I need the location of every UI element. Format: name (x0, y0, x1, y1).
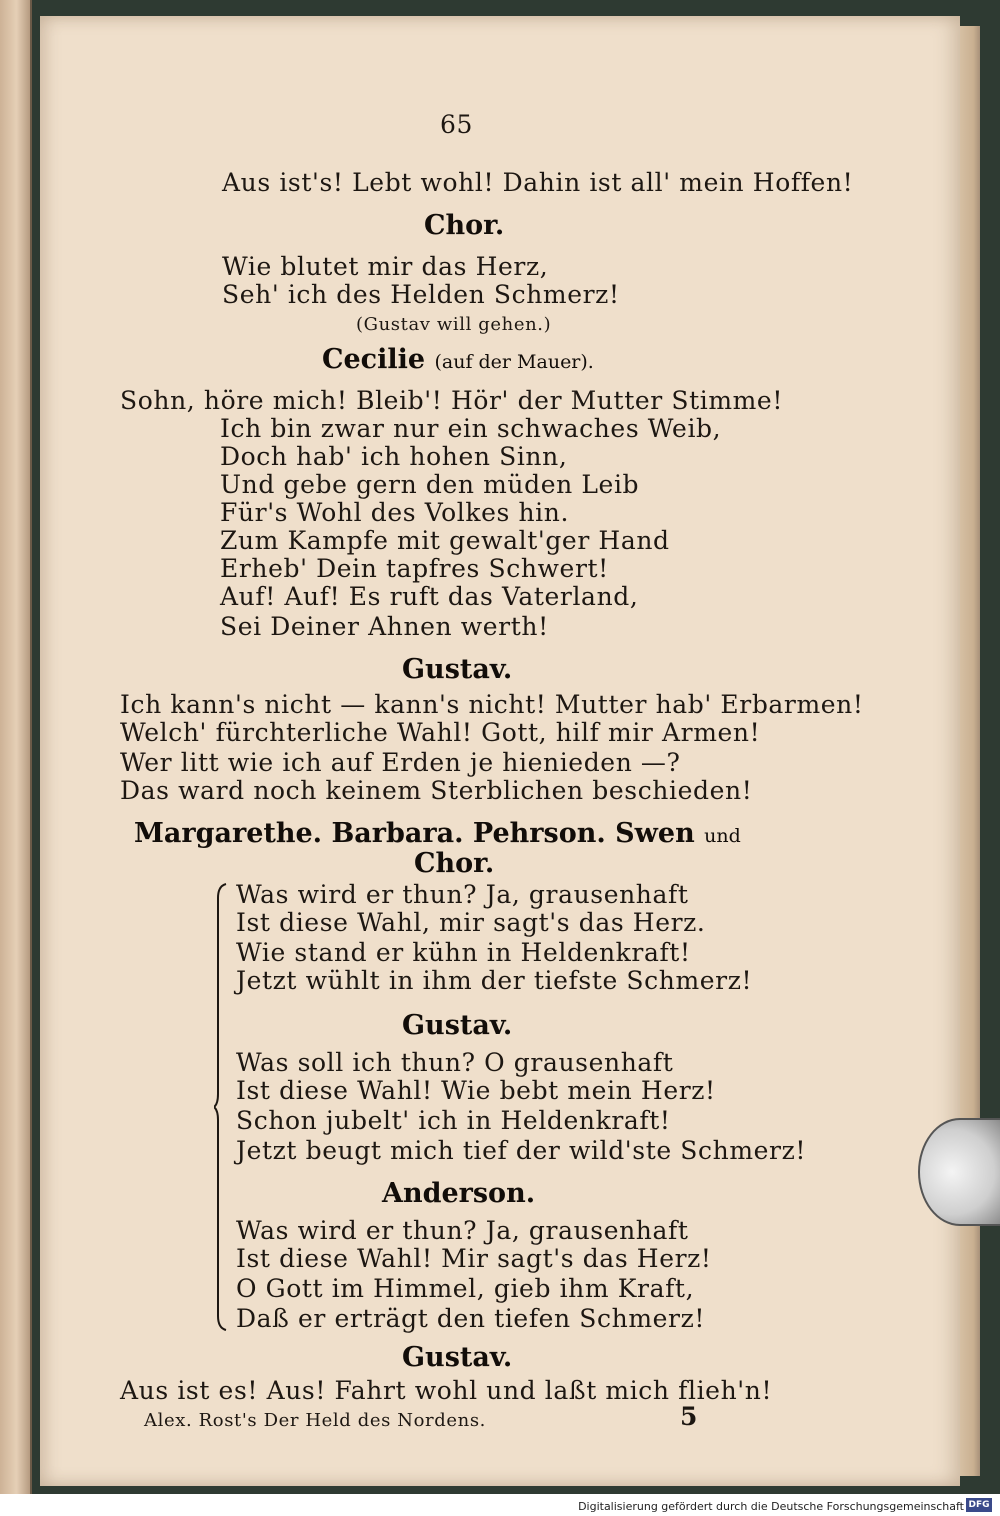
left-page-edge (0, 0, 32, 1494)
speaker-heading-gustav: Gustav. (402, 1010, 513, 1041)
verse-line: Welch' fürchterliche Wahl! Gott, hilf mir Armen! (120, 718, 761, 747)
verse-line: Aus ist es! Aus! Fahrt wohl und laßt mich flieh'n! (120, 1376, 773, 1405)
verse-line: Erheb' Dein tapfres Schwert! (220, 554, 609, 583)
curly-brace (214, 882, 228, 1332)
verse-line: Jetzt beugt mich tief der wild'ste Schmerz! (236, 1136, 806, 1165)
verse-line: Ist diese Wahl! Mir sagt's das Herz! (236, 1244, 712, 1273)
footer-credit: Digitalisierung gefördert durch die Deutsche Forschungsgemeinschaft (578, 1500, 964, 1513)
speaker-heading-chor: Chor. (424, 210, 505, 241)
verse-line: Was soll ich thun? O grausenhaft (236, 1048, 674, 1077)
verse-line: Für's Wohl des Volkes hin. (220, 498, 569, 527)
verse-line: Was wird er thun? Ja, grausenhaft (236, 880, 689, 909)
speaker-note: (auf der Mauer). (434, 351, 594, 373)
speaker-name: Cecilie (322, 344, 426, 375)
verse-line: Seh' ich des Helden Schmerz! (222, 280, 620, 309)
verse-line: Sei Deiner Ahnen werth! (220, 612, 549, 641)
verse-line: Ich kann's nicht — kann's nicht! Mutter hab' Erbarmen! (120, 690, 864, 719)
verse-line: Jetzt wühlt in ihm der tiefste Schmerz! (236, 966, 753, 995)
verse-line: O Gott im Himmel, gieb ihm Kraft, (236, 1274, 695, 1303)
verse-line: Schon jubelt' ich in Heldenkraft! (236, 1106, 671, 1135)
verse-line: Aus ist's! Lebt wohl! Dahin ist all' mein Hoffen! (222, 168, 854, 197)
thumb-tab (918, 1118, 1000, 1226)
verse-line: Das ward noch keinem Sterblichen beschieden! (120, 776, 753, 805)
verse-line: Was wird er thun? Ja, grausenhaft (236, 1216, 689, 1245)
speaker-heading-gustav: Gustav. (402, 654, 513, 685)
dfg-logo: DFG (966, 1498, 992, 1512)
ensemble-names: Margarethe. Barbara. Pehrson. Swen (134, 818, 695, 849)
signature-line: Alex. Rost's Der Held des Nordens. (144, 1410, 486, 1431)
verse-line: Wie blutet mir das Herz, (222, 252, 549, 281)
verse-line: Ist diese Wahl, mir sagt's das Herz. (236, 908, 706, 937)
right-page-edge (958, 26, 980, 1476)
ensemble-heading-chor: Chor. (414, 848, 495, 879)
ensemble-heading (134, 818, 741, 849)
verse-line: Ich bin zwar nur ein schwaches Weib, (220, 414, 722, 443)
verse-line: Doch hab' ich hohen Sinn, (220, 442, 568, 471)
verse-line: Und gebe gern den müden Leib (220, 470, 640, 499)
speaker-heading-cecilie (322, 344, 594, 375)
verse-line: Daß er erträgt den tiefen Schmerz! (236, 1304, 706, 1333)
signature-mark: 5 (680, 1402, 698, 1431)
verse-line: Wie stand er kühn in Heldenkraft! (236, 938, 691, 967)
speaker-heading-gustav: Gustav. (402, 1342, 513, 1373)
stage-direction: (Gustav will gehen.) (356, 314, 552, 335)
verse-line: Auf! Auf! Es ruft das Vaterland, (220, 582, 639, 611)
ensemble-und: und (704, 825, 741, 847)
page-number: 65 (440, 110, 474, 139)
verse-line: Zum Kampfe mit gewalt'ger Hand (220, 526, 670, 555)
verse-line: Sohn, höre mich! Bleib'! Hör' der Mutter Stimme! (120, 386, 783, 415)
verse-line: Ist diese Wahl! Wie bebt mein Herz! (236, 1076, 716, 1105)
speaker-heading-anderson: Anderson. (382, 1178, 536, 1209)
verse-line: Wer litt wie ich auf Erden je hienieden —? (120, 748, 681, 777)
